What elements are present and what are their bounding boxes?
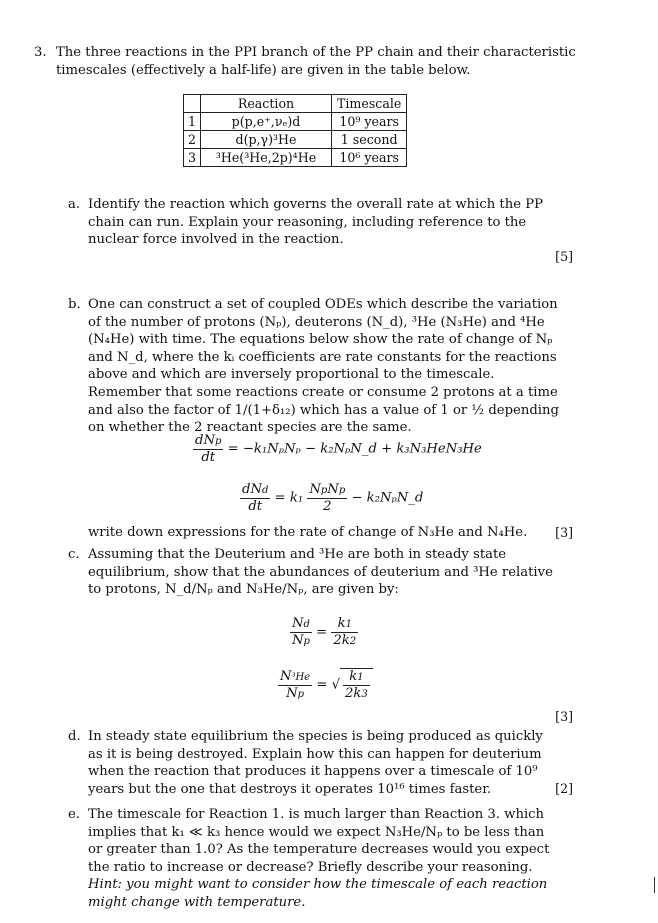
part-d [68,728,560,798]
table-cell-reaction: ³He(³He,2p)⁴He [201,149,332,167]
text-cursor [654,877,655,893]
table-header-row [184,95,407,113]
equation-dnd-rhs-b: − k₂NₚN_d [351,490,424,506]
part-b-marks: [3] [555,525,573,540]
part-e-text: The timescale for Reaction 1. is much larger than Reaction 3. which implies that k₁ ≪ k₃ hence would we expect N₃He/Nₚ to be less than or greater than 1.0? As the temperature decreases would you expect the ratio to increase or decrease? Briefly describe your reasoning. [88,807,550,875]
table-header-index [184,95,201,113]
table-row [184,113,407,131]
part-a-label: a. [68,197,81,212]
question-intro: The three reactions in the PPI branch of the PP chain and their characteristic timescales (effectively a half-life) are given in the table below. [56,45,576,78]
fraction-k1-2k2: $\frac{k1}{2k2}$ [333,616,357,648]
table-cell-index: 2 [184,131,201,149]
question-number: 3. [34,45,47,60]
fraction-npnp-2: $\frac{\text{NpNp}}{2}$ [309,482,346,514]
table-row [184,131,407,149]
fraction-n3he-np: $\frac{\text{N³He}}{Np}$ [280,668,311,701]
part-e-hint: Hint: you might want to consider how the timescale of each reaction might change with temperature. [88,877,548,910]
reaction-table [183,94,407,167]
table-cell-index: 1 [184,113,201,131]
table-row [184,149,407,167]
part-d-label: d. [68,729,81,744]
fraction-k1-2k3: $\frac{k1}{2k3}$ [345,669,368,701]
fraction-dnp-dt: $\frac{\text{dNp}}{dt}$ [195,433,222,465]
part-e-body [88,806,560,912]
table-cell-timescale: 10⁶ years [332,149,407,167]
part-b-label: b. [68,297,81,312]
sqrt-term [340,668,373,702]
table-cell-reaction: p(p,e⁺,νₑ)d [201,113,332,131]
table-header-reaction: Reaction [201,95,332,113]
fraction-nd-np: $\frac{Nd}{Np}$ [292,616,310,648]
part-b [68,296,560,437]
part-e-label: e. [68,807,80,822]
part-a-text: Identify the reaction which governs the overall rate at which the PP chain can run. Explain your reasoning, including reference to the nuclear force involved in the reaction. [88,197,543,248]
table-cell-reaction: d(p,γ)³He [201,131,332,149]
part-c-text: Assuming that the Deuterium and ³He are both in steady state equilibrium, show that the abundances of deuterium and ³He relative to protons, N_d/Nₚ and N₃He/Nₚ, are given by: [88,547,553,598]
part-c-marks: [3] [555,709,573,724]
part-b-instruction: write down expressions for the rate of change of N₃He and N₄He. [88,525,528,540]
part-d-text: In steady state equilibrium the species is being produced as quickly as it is being destroyed. Explain how this can happen for deuterium when the reaction that produces it happens over a timescale of 10⁹ years but the one that destroys it operates 10¹⁶ times faster. [88,729,543,797]
equation-dnp-dt [193,433,482,465]
equation-nd-np: $\frac{Nd}{Np}$ = $\frac{k1}{2k2}$ [292,616,357,648]
part-e [68,806,560,912]
table-cell-timescale: 1 second [332,131,407,149]
table-header-timescale: Timescale [332,95,407,113]
part-b-text: One can construct a set of coupled ODEs which describe the variation of the number of protons (Nₚ), deuterons (N_d), ³He (N₃He) and ⁴He (N₄He) with time. The equations below show the rate of change of Nₚ and N_d, where the kᵢ coefficients are rate constants for the reactions above and which are inversely proportional to the timescale. Remember that some reactions create or consume 2 protons at a time and also the factor of 1/(1+δ₁₂) which has a value of 1 or ½ depending on whether the 2 reactant species are the same. [88,297,559,436]
fraction-dnd-dt: $\frac{\text{dNd}}{dt}$ [242,482,269,514]
equation-dnd-dt [240,482,423,514]
part-d-marks: [2] [555,781,573,796]
equation-n3he-np: $\frac{\text{N³He}}{Np}$ = √ $\frac{k1}{2k3}$ [278,668,373,702]
equation-dnd-rhs-a: = k₁ [274,490,304,506]
part-a-marks: [5] [555,249,573,264]
part-a [68,196,560,249]
equation-dnp-rhs: = −k₁NₚNₚ − k₂NₚN_d + k₃N₃HeN₃He [227,441,482,457]
table-cell-timescale: 10⁹ years [332,113,407,131]
table-cell-index: 3 [184,149,201,167]
part-c [68,546,560,599]
part-c-label: c. [68,547,80,562]
